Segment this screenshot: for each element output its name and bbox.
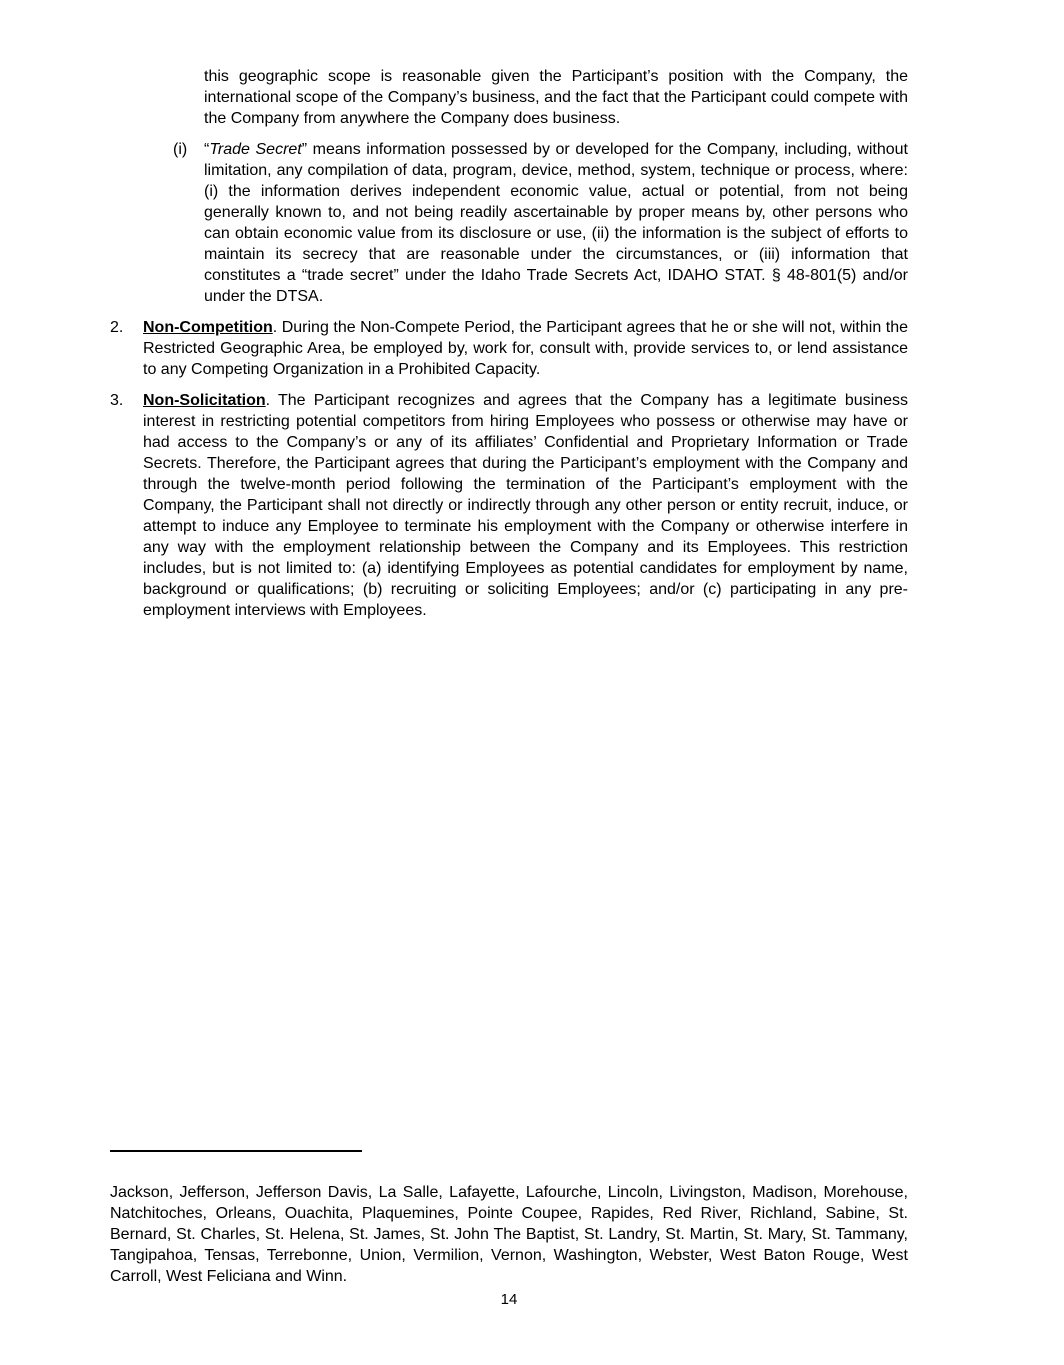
open-quote: “	[204, 141, 210, 158]
footnote-separator-rule	[110, 1150, 362, 1152]
document-footer	[110, 1150, 908, 1310]
definition-trade-secret-text	[204, 139, 908, 307]
paragraph-geographic-scope: this geographic scope is reasonable given the Participant’s position with the Company, the international scope of the Company’s business, and the fact that the Participant could compete with the Company from anywhere the Company does business.	[204, 68, 908, 127]
heading-non-competition: Non-Competition	[143, 319, 273, 336]
list-marker-2: 2.	[110, 319, 124, 336]
definition-item-trade-secret	[110, 139, 908, 307]
definition-trade-secret-body: ” means information possessed by or developed for the Company, including, without limitation, any compilation of data, program, device, method, system, technique or process, where: (i) the information derives independent economic value, actual or potential, from not being generally known to, and not being readily ascertainable by proper means by, other persons who can obtain economic value from its disclosure or use, (ii) the information is the subject of efforts to maintain its secrecy that are reasonable under the circumstances, or (iii) information that constitutes a “trade secret” under the Idaho Trade Secrets Act, IDAHO STAT. § 48-801(5) and/or under the DTSA.	[204, 141, 909, 305]
document-body	[110, 66, 908, 621]
section-non-competition	[110, 317, 908, 380]
list-marker-i: (i)	[173, 141, 188, 158]
section-non-solicitation	[110, 390, 908, 621]
section-non-solicitation-text	[143, 390, 908, 621]
term-trade-secret: Trade Secret	[209, 141, 302, 158]
section-non-solicitation-body: . The Participant recognizes and agrees that the Company has a legitimate business interest in restricting potential competitors from hiring Employees who possess or otherwise may have or had access to the Company’s or any of its affiliates’ Confidential and Proprietary Information or Trade Secrets. Therefore, the Participant agrees that during the Participant’s employment with the Company and through the twelve-month period following the termination of the Participant’s employment with the Company, the Participant shall not directly or indirectly through any other person or entity recruit, induce, or attempt to induce any Employee to terminate his employment with the Company or otherwise interfere in any way with the employment relationship between the Company and its Employees. This restriction includes, but is not limited to: (a) identifying Employees as potential candidates for employment by name, background or qualifications; (b) recruiting or soliciting Employees; and/or (c) participating in any pre-employment interviews with Employees.	[143, 392, 908, 619]
page-number: 14	[500, 1291, 518, 1308]
footnote-parish-list: Jackson, Jefferson, Jefferson Davis, La Salle, Lafayette, Lafourche, Lincoln, Livingston, Madison, Morehouse, Natchitoches, Orleans, Ouachita, Plaquemines, Pointe Coupee, Rapides, Red River, Richland, Sabine, St. Bernard, St. Charles, St. Helena, St. James, St. John The Baptist, St. Landry, St. Martin, St. Mary, St. Tammany, Tangipahoa, Tensas, Terrebonne, Union, Vermilion, Vernon, Washington, Webster, West Baton Rouge, West Carroll, West Feliciana and Winn.	[110, 1184, 908, 1285]
section-non-competition-text	[143, 317, 908, 380]
section-non-competition-body: . During the Non-Compete Period, the Participant agrees that he or she will not, within the Restricted Geographic Area, be employed by, work for, consult with, provide services to, or lend assistance to any Competing Organization in a Prohibited Capacity.	[143, 319, 908, 378]
heading-non-solicitation: Non-Solicitation	[143, 392, 266, 409]
list-marker-3: 3.	[110, 392, 124, 409]
